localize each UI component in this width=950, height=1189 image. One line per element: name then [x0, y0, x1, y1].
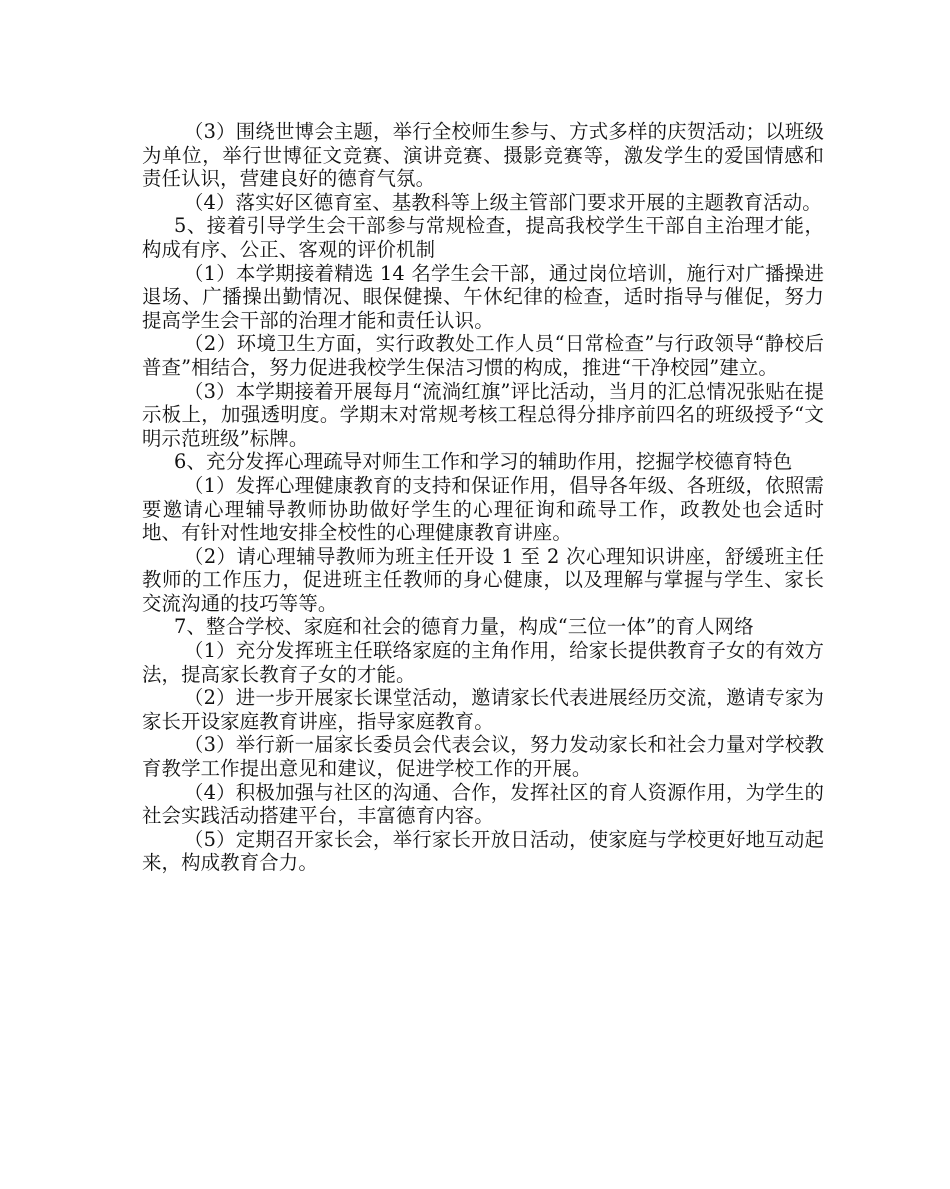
paragraph-4-theme-education: （4）落实好区德育室、基教科等上级主管部门要求开展的主题教育活动。	[184, 190, 822, 214]
paragraph-5-1-student-cadres: （1）本学期接着精选 14 名学生会干部，通过岗位培训，施行对广播操进退场、广播操出勤情况、眼保健操、午休纪律的检查，适时指导与催促，努力提高学生会干部的治理才能和责任认识。	[142, 261, 824, 332]
section-6-heading: 6、充分发挥心理疏导对师生工作和学习的辅助作用，挖掘学校德育特色	[174, 450, 793, 474]
paragraph-5-3-red-flag: （3）本学期接着开展每月“流淌红旗”评比活动，当月的汇总情况张贴在提示板上，加强透明度。学期末对常规考核工程总得分排序前四名的班级授予“文明示范班级”标牌。	[142, 379, 824, 450]
document-body	[142, 120, 824, 875]
paragraph-7-5-parent-meeting: （5）定期召开家长会，举行家长开放日活动，使家庭与学校更好地互动起来，构成教育合力。	[142, 827, 824, 875]
paragraph-7-1-family-contact: （1）充分发挥班主任联络家庭的主角作用，给家长提供教育子女的有效方法，提高家长教育子女的才能。	[142, 639, 824, 686]
paragraph-7-2-parent-class: （2）进一步开展家长课堂活动，邀请家长代表进展经历交流，邀请专家为家长开设家庭教育讲座，指导家庭教育。	[142, 686, 824, 733]
paragraph-3-world-expo: （3）围绕世博会主题，举行全校师生参与、方式多样的庆贺活动；以班级为单位，举行世博征文竞赛、演讲竞赛、摄影竞赛等，激发学生的爱国情感和责任认识，营建良好的德育气氛。	[142, 120, 824, 191]
paragraph-7-3-parent-committee: （3）举行新一届家长委员会代表会议，努力发动家长和社会力量对学校教育教学工作提出意见和建议，促进学校工作的开展。	[142, 733, 824, 781]
paragraph-6-1-mental-health: （1）发挥心理健康教育的支持和保证作用，倡导各年级、各班级，依照需要邀请心理辅导教师协助做好学生的心理征询和疏导工作，政教处也会适时地、有针对性地安排全校性的心理健康教育讲座。	[142, 473, 824, 545]
paragraph-5-2-hygiene: （2）环境卫生方面，实行政教处工作人员“日常检查”与行政领导“静校后普查”相结合，努力促进我校学生保洁习惯的构成，推进“干净校园”建立。	[142, 332, 824, 379]
section-7-heading: 7、整合学校、家庭和社会的德育力量，构成“三位一体”的育人网络	[174, 615, 754, 639]
paragraph-6-2-lectures: （2）请心理辅导教师为班主任开设 1 至 2 次心理知识讲座，舒缓班主任教师的工作压力，促进班主任教师的身心健康，以及理解与掌握与学生、家长交流沟通的技巧等等。	[142, 544, 824, 615]
section-5-heading: 5、接着引导学生会干部参与常规检查，提高我校学生干部自主治理才能，构成有序、公正、客观的评价机制	[142, 214, 824, 261]
paragraph-7-4-community: （4）积极加强与社区的沟通、合作，发挥社区的育人资源作用，为学生的社会实践活动搭建平台，丰富德育内容。	[142, 780, 824, 828]
